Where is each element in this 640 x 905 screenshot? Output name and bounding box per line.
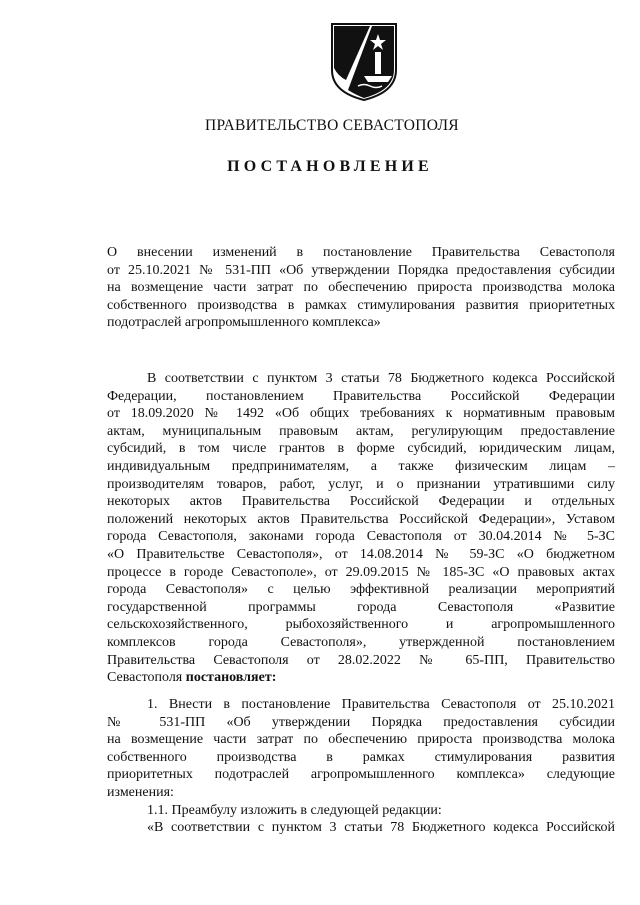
quote-start-line: «В соответствии с пунктом 3 статьи 78 Бюджетного кодекса Российской xyxy=(147,820,615,836)
preamble-last-text: Севастополя xyxy=(107,670,186,686)
document-type: ПОСТАНОВЛЕНИЕ xyxy=(227,158,433,175)
preamble-line: производителям товаров, работ, услуг, и о признании утратившими силу xyxy=(107,476,615,492)
preamble-line: города Севастополя, законами города Севастополя от 30.04.2014 № 5-ЗС xyxy=(107,529,615,545)
preamble-paragraph xyxy=(107,370,615,687)
government-title: ПРАВИТЕЛЬСТВО СЕВАСТОПОЛЯ xyxy=(205,117,459,134)
preamble-line: некоторых актов Правительства Российской Федерации и отдельных xyxy=(107,494,615,510)
preamble-line: В соответствии с пунктом 3 статьи 78 Бюджетного кодекса Российской xyxy=(147,371,615,386)
resolves-word: постановляет: xyxy=(185,670,277,686)
item-1-line: 1. Внести в постановление Правительства Севастополя от 25.10.2021 xyxy=(147,697,615,712)
preamble-line: процессе в городе Севастополе», от 29.09.2015 № 185-ЗС «О правовых актах xyxy=(107,564,615,580)
subject-line: О внесении изменений в постановление Правительства Севастополя xyxy=(107,245,615,260)
item-1-paragraph xyxy=(107,696,615,837)
item-1-line: № 531-ПП «Об утверждении Порядка предоставления субсидии xyxy=(107,714,615,730)
subject-line: на возмещение части затрат по обеспечению прироста производства молока xyxy=(107,280,615,296)
item-1-line: на возмещение части затрат по обеспечению прироста производства молока xyxy=(107,732,615,748)
preamble-line: «О Правительстве Севастополя», от 14.08.2014 № 59-ЗС «О бюджетном xyxy=(107,546,615,562)
preamble-line: сельскохозяйственного, рыбохозяйственного и агропромышленного xyxy=(107,617,615,633)
preamble-line: субсидий, в том числе грантов в форме субсидий, юридическим лицам, xyxy=(107,441,615,457)
preamble-line: комплексов города Севастополя», утвержденной постановлением xyxy=(107,634,615,650)
preamble-line: положений некоторых актов Правительства Российской Федерации», Уставом xyxy=(107,511,615,527)
item-1-1-line: 1.1. Преамбулу изложить в следующей редакции: xyxy=(147,802,442,818)
preamble-line: от 18.09.2020 № 1492 «Об общих требованиях к нормативным правовым xyxy=(107,406,615,422)
item-1-line: собственного производства в рамках стимулирования развития xyxy=(107,749,615,765)
subject-line: от 25.10.2021 № 531-ПП «Об утверждении Порядка предоставления субсидии xyxy=(107,262,615,278)
item-1-line: изменения: xyxy=(107,784,174,800)
preamble-line: индивидуальным предпринимателям, а также физическим лицам – xyxy=(107,458,615,474)
preamble-line: актам, муниципальным правовым актам, регулирующим предоставление xyxy=(107,423,615,439)
item-1-line: приоритетных подотраслей агропромышленного комплекса» следующие xyxy=(107,767,615,783)
subject-line: собственного производства в рамках стимулирования развития приоритетных xyxy=(107,297,615,313)
subject-paragraph xyxy=(107,244,615,332)
preamble-line: Правительства Севастополя от 28.02.2022 № 65-ПП, Правительство xyxy=(107,652,615,668)
preamble-line: государственной программы города Севастополя «Развитие xyxy=(107,599,615,615)
preamble-line: города Севастополя» с целью эффективной реализации мероприятий xyxy=(107,582,615,598)
sevastopol-coat-of-arms xyxy=(328,20,400,102)
preamble-final-line xyxy=(107,669,615,687)
subject-line: подотраслей агропромышленного комплекса» xyxy=(107,315,381,331)
preamble-line: Федерации, постановлением Правительства Российской Федерации xyxy=(107,388,615,404)
